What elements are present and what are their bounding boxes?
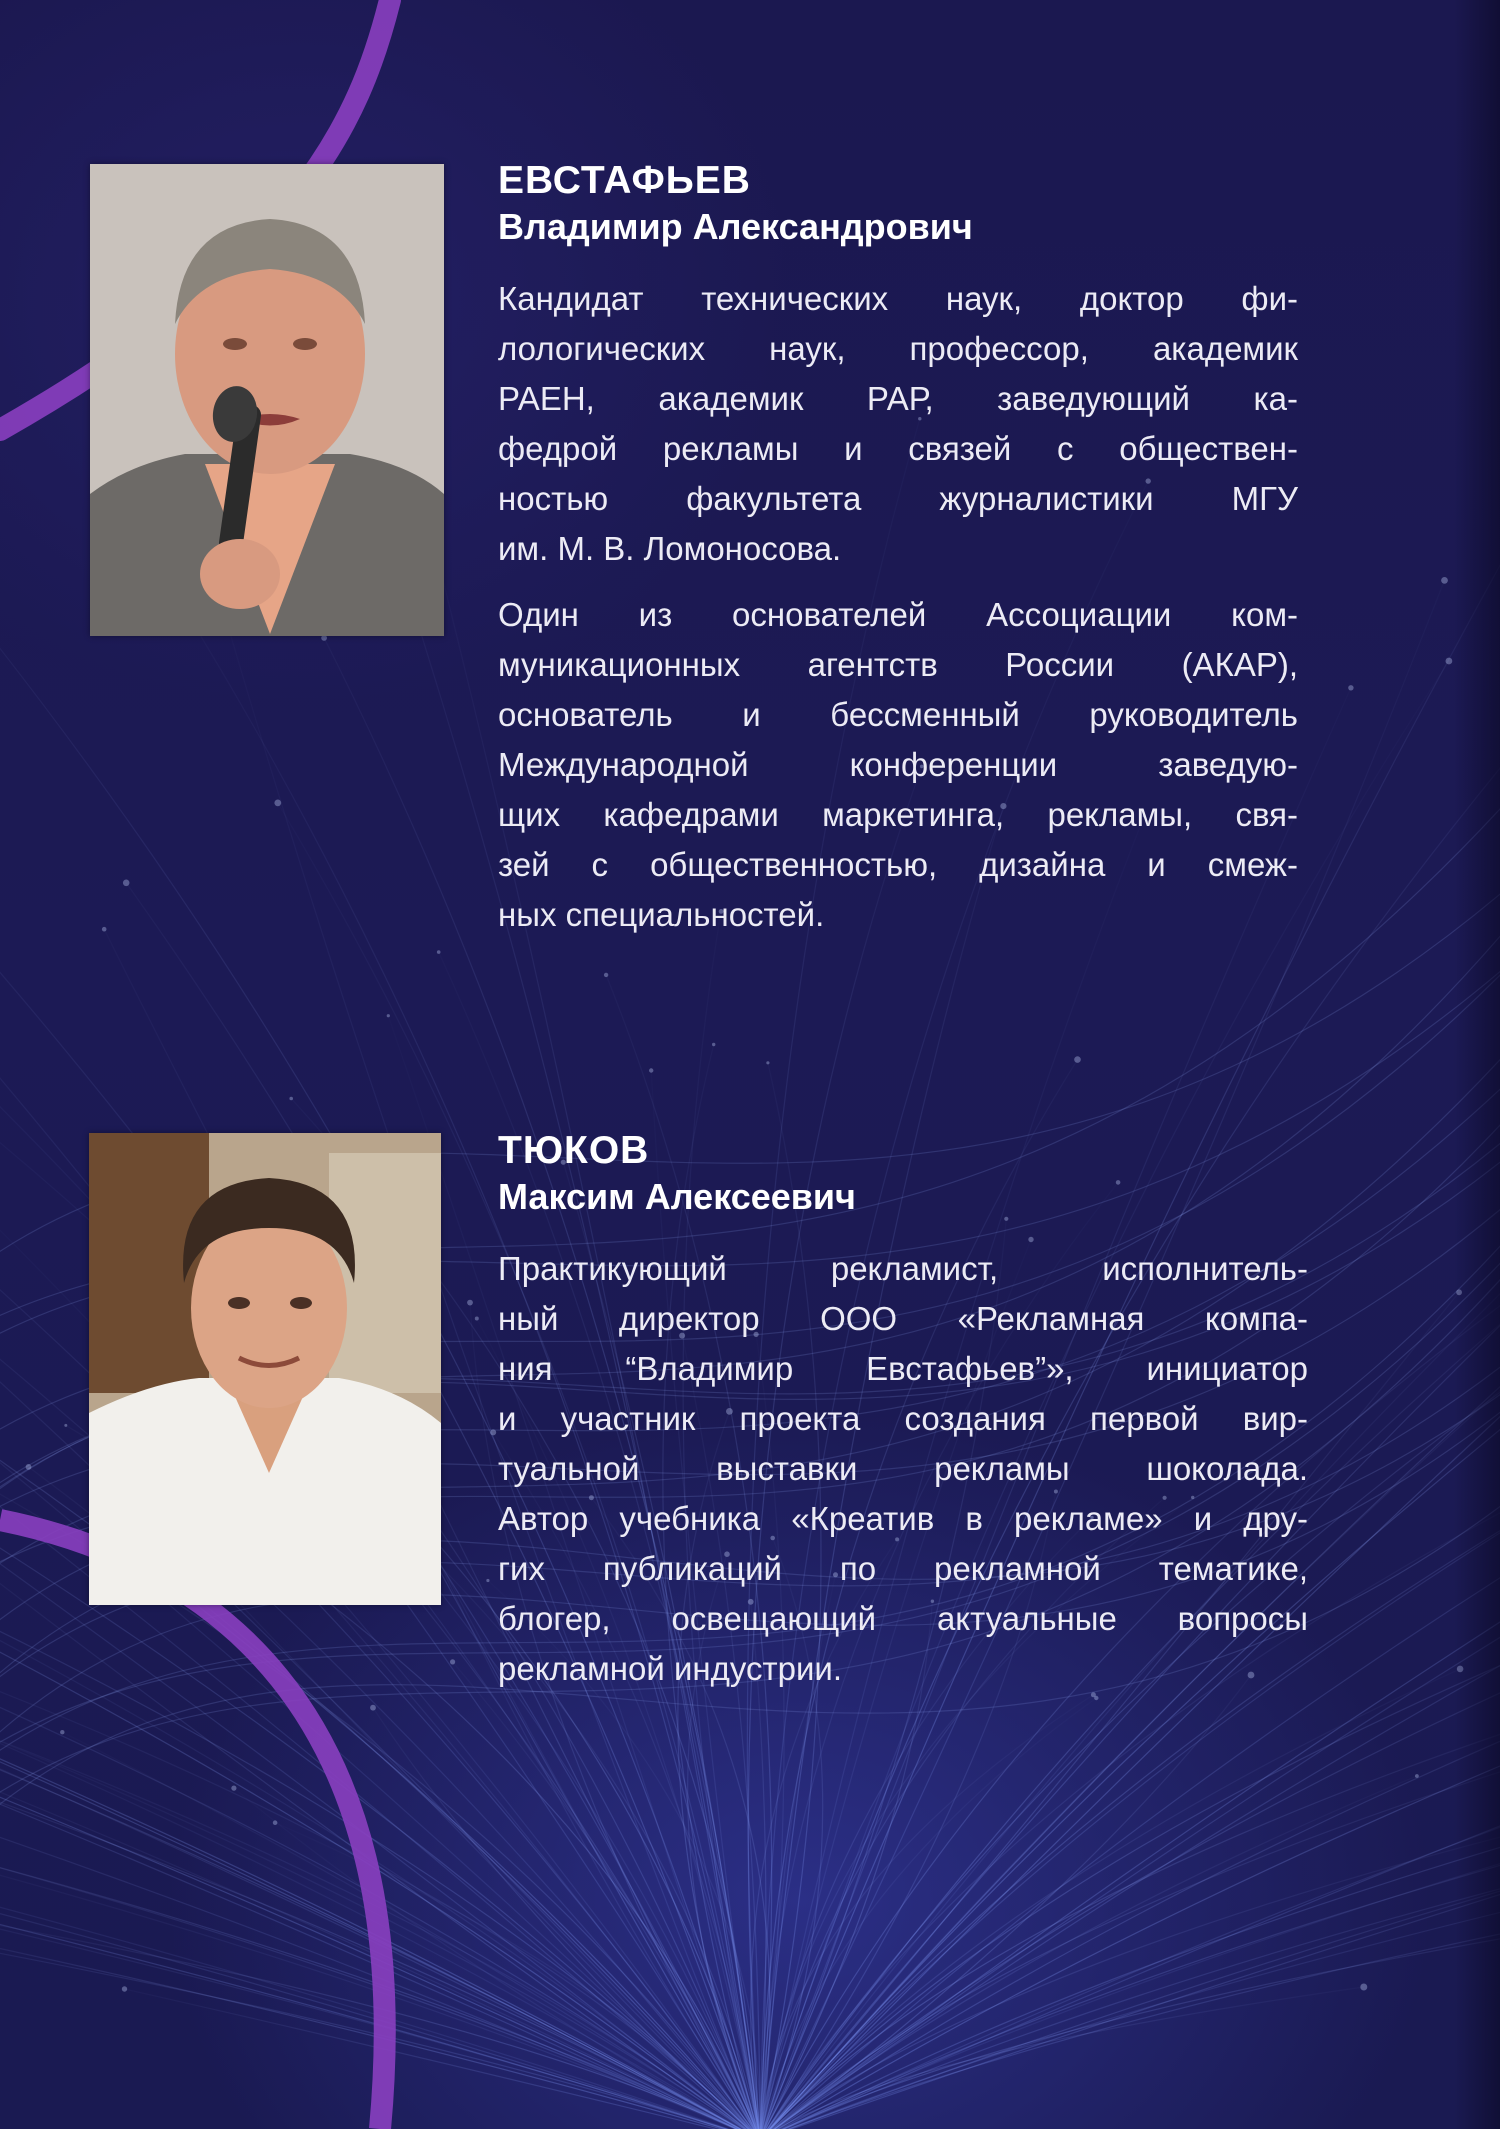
bio-line: Кандидат технических наук, доктор фи- <box>498 280 1298 317</box>
bio-paragraph <box>498 590 1298 940</box>
fiber-line <box>760 1807 1500 2129</box>
fiber-tip <box>231 1786 236 1791</box>
bio-line: РАЕН, академик РАР, заведующий ка- <box>498 380 1298 417</box>
fiber-tip <box>60 1730 64 1734</box>
bio-paragraph <box>498 1244 1308 1694</box>
fiber-tip <box>387 1014 390 1017</box>
fiber-tip <box>437 950 441 954</box>
fiber-tip <box>467 1300 473 1306</box>
bio-line: основатель и бессменный руководитель <box>498 696 1298 733</box>
bio-line: ный директор ООО «Рекламная компа- <box>498 1300 1308 1337</box>
bio-line: Практикующий рекламист, исполнитель- <box>498 1250 1308 1287</box>
fiber-line <box>760 1669 1460 2129</box>
fiber-line <box>62 1732 760 2129</box>
bio-line: им. М. В. Ломоносова. <box>498 530 842 567</box>
fiber-tip <box>370 1705 376 1711</box>
bio-line: туальной выставки рекламы шоколада. <box>498 1450 1308 1487</box>
author-bio-evstafyev <box>498 158 1298 956</box>
bio-line: рекламной индустрии. <box>498 1650 843 1687</box>
fiber-tip <box>1446 658 1453 665</box>
bio-line: гих публикаций по рекламной тематике, <box>498 1550 1308 1587</box>
fiber-tip <box>102 927 107 932</box>
author-given-names: Максим Алексеевич <box>498 1176 856 1217</box>
author-given-names: Владимир Александрович <box>498 206 973 247</box>
fiber-tip <box>1360 1984 1367 1991</box>
bio-line: Международной конференции заведую- <box>498 746 1298 783</box>
fiber-tip <box>766 1061 769 1064</box>
fiber-tip <box>604 973 608 977</box>
bio-line: муникационных агентств России (АКАР), <box>498 646 1298 683</box>
bio-paragraph <box>498 274 1298 574</box>
fiber-tip <box>289 1097 293 1101</box>
fiber-tip <box>273 1820 278 1825</box>
bio-line: и участник проекта создания первой вир- <box>498 1400 1308 1437</box>
fiber-tip <box>26 1464 32 1470</box>
bio-line: Автор учебника «Креатив в рекламе» и дру- <box>498 1500 1308 1537</box>
fiber-tip <box>1348 685 1353 690</box>
bio-line: зей с общественностью, дизайна и смеж- <box>498 846 1298 883</box>
bio-line: щих кафедрами маркетинга, рекламы, свя- <box>498 796 1298 833</box>
author-photo-tyukov <box>89 1133 441 1605</box>
portrait-image <box>89 1133 441 1605</box>
fiber-tip <box>490 1429 496 1435</box>
bio-line: ния “Владимир Евстафьев”», инициатор <box>498 1350 1308 1387</box>
fiber-tip <box>122 1986 127 1991</box>
author-surname: ЕВСТАФЬЕВ <box>498 159 751 202</box>
fiber-tip <box>450 1659 455 1664</box>
fiber-line <box>760 1987 1364 2129</box>
fiber-tip <box>649 1068 653 1072</box>
bio-line: лологических наук, профессор, академик <box>498 330 1298 367</box>
author-photo-evstafyev <box>90 164 444 636</box>
fiber-tip <box>475 1317 479 1321</box>
fiber-tip <box>1074 1056 1081 1063</box>
fiber-line <box>760 1834 1500 2129</box>
fiber-tip <box>1415 1774 1419 1778</box>
bio-line: блогер, освещающий актуальные вопросы <box>498 1600 1308 1637</box>
spine-shadow <box>1454 0 1500 2129</box>
portrait-image <box>90 164 444 636</box>
fiber-tip <box>1441 577 1448 584</box>
bio-line: Один из основателей Ассоциации ком- <box>498 596 1298 633</box>
fiber-tip <box>64 1424 67 1427</box>
bio-line: федрой рекламы и связей с обществен- <box>498 430 1298 467</box>
bio-line: ных специальностей. <box>498 896 825 933</box>
fiber-tip <box>712 1043 715 1046</box>
author-bio-tyukov <box>498 1128 1308 1710</box>
fiber-tip <box>123 880 130 887</box>
author-surname: ТЮКОВ <box>498 1129 650 1172</box>
bio-line: ностью факультета журналистики МГУ <box>498 480 1298 517</box>
fiber-tip <box>274 800 281 807</box>
fiber-tip <box>486 1579 489 1582</box>
